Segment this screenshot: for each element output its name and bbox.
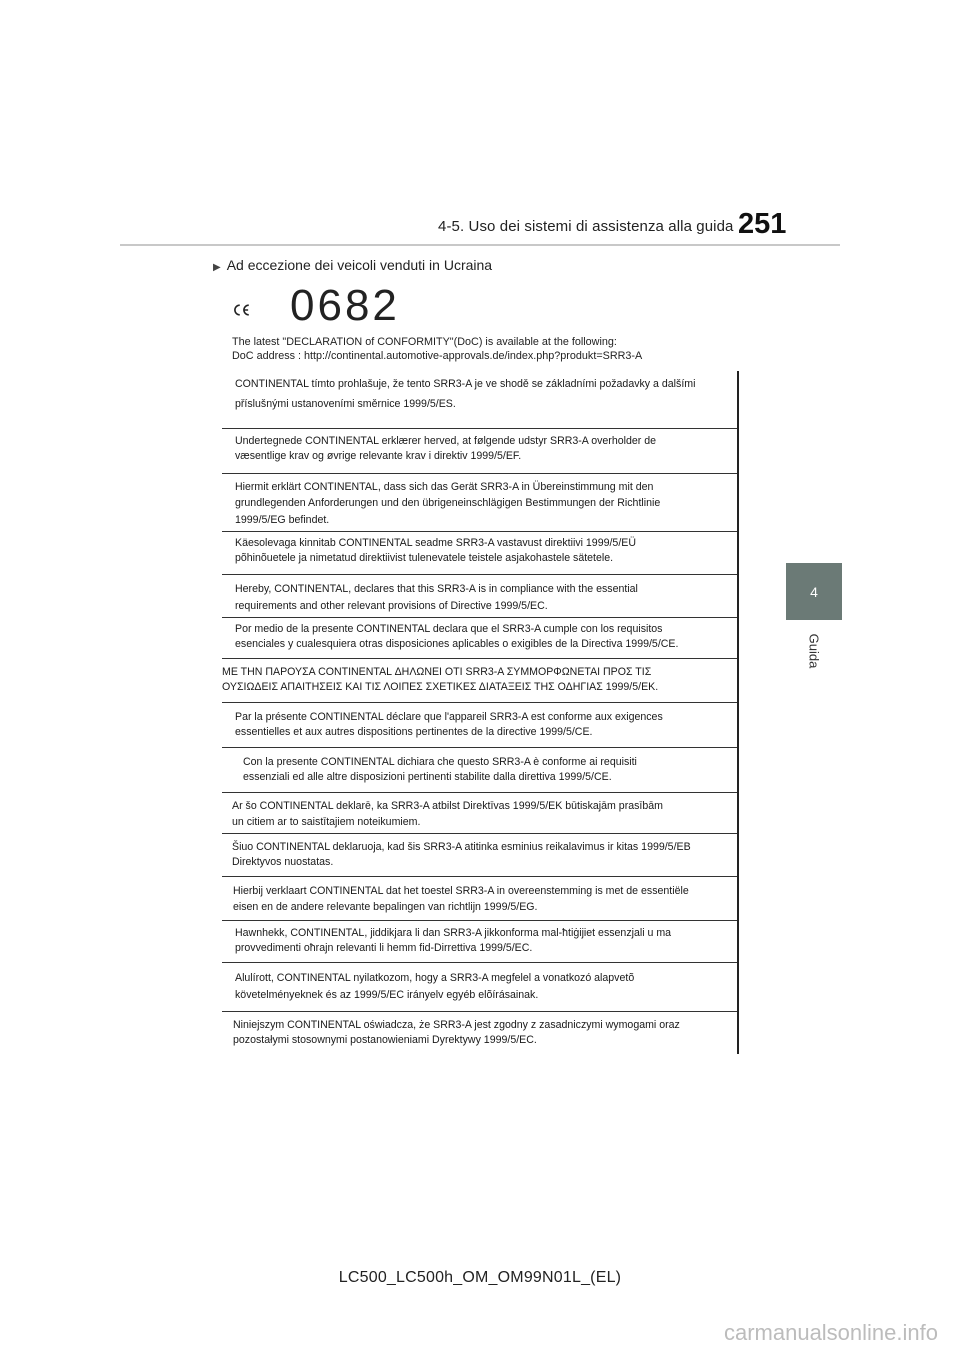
declaration-line: Alulírott, CONTINENTAL nyilatkozom, hogy a SRR3-A megfelel a vonatkozó alapvetõ xyxy=(235,972,635,984)
declaration-line: ΜΕ ΤΗΝ ΠΑΡΟΥΣΑ CONTINENTAL ΔΗΛΩΝΕΙ ΟΤΙ SRR3-A ΣΥΜΜΟΡΦΩΝΕΤΑΙ ΠΡΟΣ ΤΙΣ xyxy=(222,666,652,678)
declaration-maltese xyxy=(222,920,737,962)
declaration-line: requirements and other relevant provisions of Directive 1999/5/EC. xyxy=(235,599,548,612)
declaration-spanish xyxy=(222,617,737,658)
declaration-line: væsentlige krav og øvrige relevante krav i direktiv 1999/5/EF. xyxy=(235,450,522,463)
declaration-french xyxy=(222,702,737,747)
doc-availability-line: The latest "DECLARATION of CONFORMITY"(DoC) is available at the following: xyxy=(232,336,617,348)
declaration-line: Ar šo CONTINENTAL deklarē, ka SRR3-A atbilst Direktīvas 1999/5/EK būtiskajām prasībām xyxy=(232,800,663,812)
declaration-dutch xyxy=(222,876,737,920)
declaration-line: Šiuo CONTINENTAL deklaruoja, kad šis SRR3-A atitinka esminius reikalavimus ir kitas 1999/5/EB xyxy=(232,841,691,853)
ce-mark-icon xyxy=(232,289,290,331)
chapter-number: 4 xyxy=(810,583,818,600)
declaration-english xyxy=(222,574,737,617)
declaration-czech xyxy=(222,371,737,428)
declaration-italian xyxy=(222,747,737,792)
watermark: carmanualsonline.info xyxy=(723,1320,938,1345)
declaration-line: Par la présente CONTINENTAL déclare que l'appareil SRR3-A est conforme aux exigences xyxy=(235,711,663,723)
chapter-label: Guida xyxy=(806,633,822,669)
declaration-polish xyxy=(222,1011,737,1054)
declaration-estonian xyxy=(222,531,737,574)
declaration-line: Por medio de la presente CONTINENTAL declara que el SRR3-A cumple con los requisitos xyxy=(235,623,663,635)
declaration-line: příslušnými ustanoveními směrnice 1999/5/ES. xyxy=(235,398,456,411)
section-title: 4-5. Uso dei sistemi di assistenza alla guida xyxy=(438,218,734,235)
declaration-line: grundlegenden Anforderungen und den übrigeneinschlägigen Bestimmungen der Richtlinie xyxy=(235,497,661,510)
declaration-line: essenziali ed alle altre disposizioni pertinenti stabilite dalla direttiva 1999/5/CE. xyxy=(243,771,612,784)
header-divider xyxy=(120,244,840,246)
doc-address-line: DoC address : http://continental.automotive-approvals.de/index.php?produkt=SRR3-A xyxy=(232,350,643,362)
page-number: 251 xyxy=(738,208,787,240)
declaration-line: Hereby, CONTINENTAL, declares that this SRR3-A is in compliance with the essential xyxy=(235,583,638,595)
declaration-line: Niniejszym CONTINENTAL oświadcza, że SRR3-A jest zgodny z zasadniczymi wymogami oraz xyxy=(233,1019,680,1031)
declaration-line: Käesolevaga kinnitab CONTINENTAL seadme SRR3-A vastavust direktiivi 1999/5/EÜ xyxy=(235,537,636,549)
declaration-line: essentielles et aux autres dispositions pertinentes de la directive 1999/5/CE. xyxy=(235,726,593,739)
declaration-line: provvedimenti oħrajn relevanti li hemm fid-Dirrettiva 1999/5/EC. xyxy=(235,942,533,955)
declaration-line: Undertegnede CONTINENTAL erklærer herved, at følgende udstyr SRR3-A overholder de xyxy=(235,435,656,447)
section-note-text: Ad eccezione dei veicoli venduti in Ucraina xyxy=(226,257,493,273)
document-id: LC500_LC500h_OM_OM99N01L_(EL) xyxy=(338,1269,622,1286)
declaration-hungarian xyxy=(222,962,737,1011)
declaration-line: követelményeknek és az 1999/5/EC irányelv egyéb elõírásainak. xyxy=(235,988,539,1001)
declaration-line: pozostałymi stosownymi postanowieniami Dyrektywy 1999/5/EC. xyxy=(233,1034,537,1047)
declaration-line: Con la presente CONTINENTAL dichiara che questo SRR3-A è conforme ai requisiti xyxy=(243,756,637,768)
declaration-greek xyxy=(222,658,737,702)
notified-body-number: 0682 xyxy=(290,281,400,330)
chapter-tab[interactable] xyxy=(786,563,842,620)
section-note xyxy=(213,257,492,273)
declaration-line: Hawnhekk, CONTINENTAL, jiddikjara li dan SRR3-A jikkonforma mal-ħtiġijiet essenzjali u ma xyxy=(235,927,672,939)
declaration-line: põhinõuetele ja nimetatud direktiivist tulenevatele teistele asjakohastele sätetele. xyxy=(235,552,614,565)
declaration-line: Hierbij verklaart CONTINENTAL dat het toestel SRR3-A in overeenstemming is met de essentiële xyxy=(233,885,689,897)
declaration-latvian xyxy=(222,792,737,833)
declaration-lithuanian xyxy=(222,833,737,876)
declaration-line: esenciales y cualesquiera otras disposiciones aplicables o exigibles de la Directiva 1999/5/CE. xyxy=(235,638,679,651)
declaration-line: Hiermit erklärt CONTINENTAL, dass sich das Gerät SRR3-A in Übereinstimmung mit den xyxy=(235,481,654,493)
declaration-list xyxy=(222,371,739,1054)
declaration-line: un citiem ar to saistītajiem noteikumiem. xyxy=(232,816,421,829)
declaration-danish xyxy=(222,428,737,473)
declaration-line: 1999/5/EG befindet. xyxy=(235,513,330,526)
declaration-line: Direktyvos nuostatas. xyxy=(232,856,334,869)
declaration-line: CONTINENTAL tímto prohlašuje, že tento SRR3-A je ve shodě se základními požadavky a dalšími xyxy=(235,378,696,390)
declaration-line: eisen en de andere relevante bepalingen van richtlijn 1999/5/EG. xyxy=(233,901,538,914)
declaration-german xyxy=(222,473,737,531)
declaration-line: ΟΥΣΙΩΔΕΙΣ ΑΠΑΙΤΗΣΕΙΣ ΚΑΙ ΤΙΣ ΛΟΙΠΕΣ ΣΧΕΤΙΚΕΣ ΔΙΑΤΑΞΕΙΣ ΤΗΣ ΟΔΗΓΙΑΣ 1999/5/ΕΚ. xyxy=(222,681,659,694)
triangle-right-icon: ▶ xyxy=(213,262,221,273)
